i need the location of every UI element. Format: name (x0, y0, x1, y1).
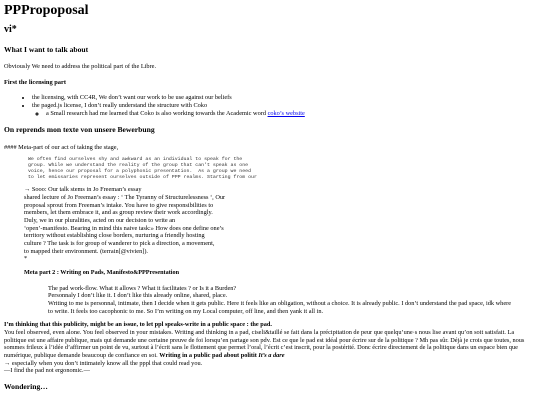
licensing-item-label: the paged.js license, I don’t really understand the structure with Coko (32, 101, 208, 109)
licensing-item (32, 102, 536, 117)
coko-website-link[interactable]: coko’s website (267, 109, 305, 117)
quote-line: proposal sprout from Freeman’s intake. You have to give responsibilities to (24, 201, 214, 209)
meta-heading: Meta part 2 : Writing on Pads, Manifesto&PPPresentation (24, 269, 180, 277)
licensing-list (4, 94, 536, 117)
pre-line: We often find ourselves shy and awkward as an individual to speak for the (28, 157, 243, 163)
quote-line: culture ? The task is for group of wanderer to pick a direction, a movement, (24, 240, 215, 248)
licensing-subitem-text: a Small research had me learned that Coko is also working towards the Academic word (46, 109, 268, 117)
licensing-subitem (46, 110, 536, 118)
inner-quote (48, 285, 536, 316)
wondering-heading: Wondering… (4, 382, 48, 392)
thinking-paragraph (4, 329, 536, 360)
section-text-talk: Obviously We need to address the political part of the Libre. (4, 62, 157, 70)
quote-line: Duly, we in our pluralities, acted on our decision to write an (24, 217, 176, 225)
page-subtitle: vi* (4, 24, 17, 36)
inner-line: Personnaly I don’t like it. I don’t like this already online, shared, place. (48, 292, 228, 300)
pre-line: voice, hence our proposal for a polyphonic presentation. As a group we need (28, 168, 252, 174)
thinking-block (4, 321, 536, 375)
meta-line: #### Meta-part of our act of taking the stage, (4, 143, 119, 151)
section-heading-bewerbung: On reprends mon texte von unsere Bewerbung (4, 125, 155, 135)
licensing-heading: First the licensing part (4, 78, 66, 86)
preformatted-block (28, 157, 536, 180)
quote-line: members, let them embrace it, and as group review their work accordingly. (24, 209, 213, 217)
star-mark: * (24, 255, 28, 263)
quote-line: → Sooo: Our talk stems in Jo Freeman’s essay (24, 186, 142, 194)
quote-line: shared lecture of Jo Freeman’s essay : ‘ The Tyranny of Structurelessness ‘, Our (24, 194, 226, 202)
quote-line: ‘open’-manifesto. Bearing in mind this naive task:» How does one define one’s (24, 224, 224, 232)
thinking-italic-tail: It’s a dare (258, 352, 285, 360)
inner-line: The pad work-flow. What it allows ? What it facilitates ? or Is it a Burden? (48, 284, 237, 292)
licensing-item: • the licensing, with CC4R, We don’t want our work to be use against our beliefs (32, 94, 536, 102)
quote-line: territory without establishing close borders, nurturing a friendly hosting (24, 232, 205, 240)
thinking-bold-tail: Writing in a public pad about politit (159, 352, 259, 360)
thinking-text: You feel observed, even alone. You feel observed in your mistakes. Writing and thinking in a pad, ciseli&taillé se fait dans la précipitation de peur que quelqu’une·s nous lise avant qu’on soit satisfait. La politique est une affaire publique, mais qui demande une certaine preuve de foi lorsqu’en partage son pdv. Est ce que le pad est idéal pour écrire sur de la politique ? Mh pas sûr. Déjà je crois que toutes, nous sommes frileux à l’idée d’affirmer un point de vu, surtout à l’écrit sans le flottement que permet l’oral, l’écrit c’est inscrit, pour la postérité. Donc écrire directement de la politique dans un espace bien que numérique, publique demande beaucoup de confiance en soi. (4, 329, 525, 360)
quote-paragraph (24, 186, 536, 263)
quote-line: to mapped their environment. (terrain[@vivien]). (24, 247, 148, 255)
thinking-line: —I find the pad not ergonomic.— (4, 367, 90, 375)
licensing-sublist (32, 110, 536, 118)
pre-line: to let emissaries represent ourselves outside of PPP realms. Starting from our (28, 174, 257, 180)
section-heading-talk: What I want to talk about (4, 44, 89, 54)
inner-line: to write. It feels too cacophonic to me. So I’m writing on my Local computer, off line, and then yank it all in. (48, 307, 324, 315)
thinking-line: → especially when you don’t intimately know all the pppl that could read you. (4, 359, 203, 367)
thinking-lead: I’m thinking that this publicity, might be an issue, to let ppl speaks-write in a public space : the pad. (4, 321, 273, 329)
blockquote (24, 186, 536, 315)
inner-line: Writing to me is personnal, intimate, then I decide when it gets public. Here it feels like an obligation, without a choice. It is already public. I don’t understand the pad space, idk where (48, 300, 512, 307)
pre-line: group. While we understand the reality of the group that can’t speak as one (28, 163, 249, 169)
page-title: PPPropoposal (4, 3, 89, 18)
